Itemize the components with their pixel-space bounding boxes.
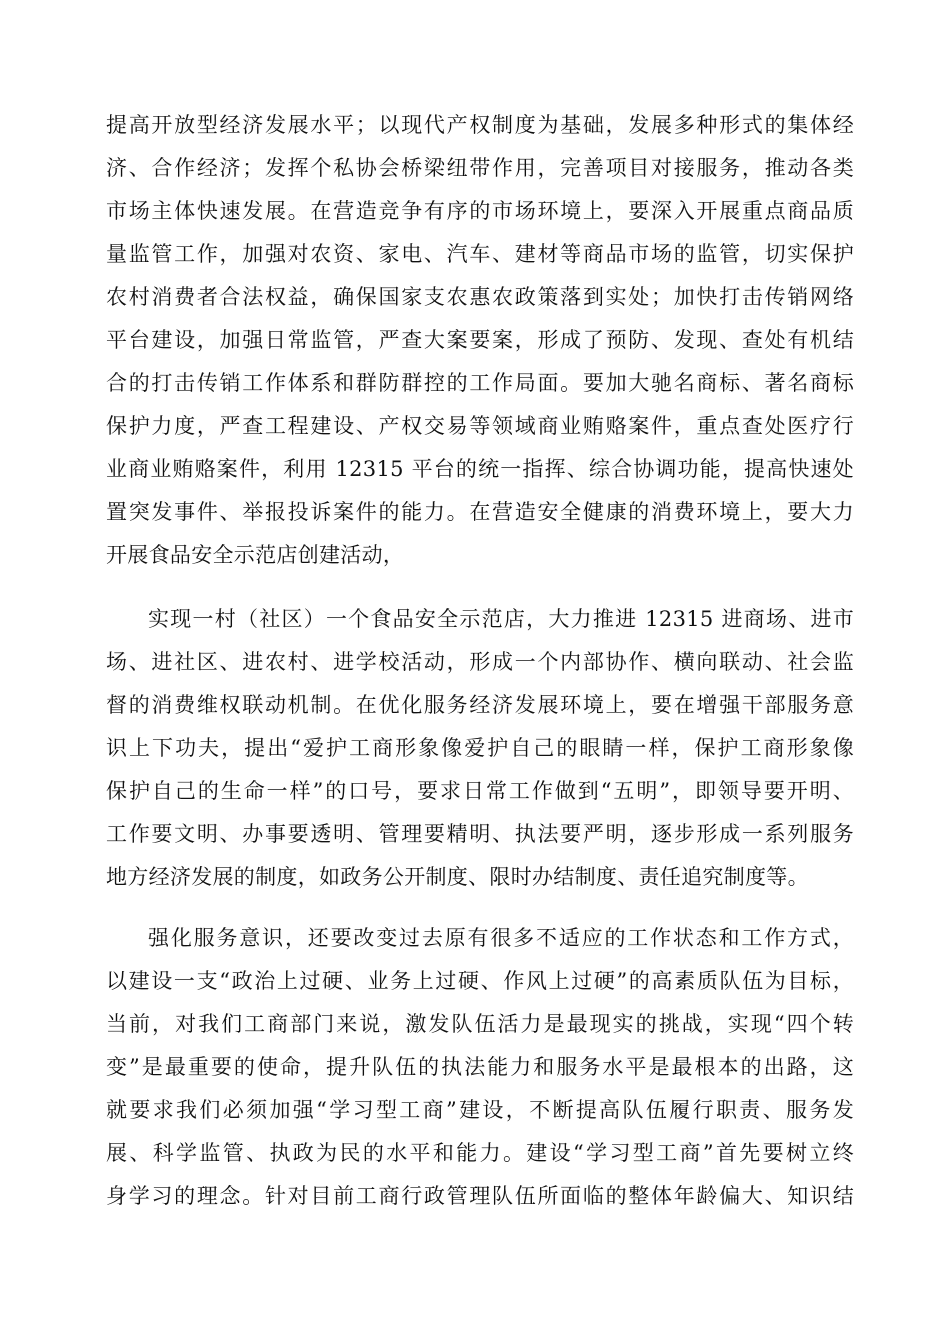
text-line: 督的消费维权联动机制。在优化服务经济发展环境上，要在增强干部服务意 — [106, 693, 854, 717]
paragraph-1 — [106, 104, 854, 577]
text-line: 当前，对我们工商部门来说，激发队伍活力是最现实的挑战，实现“四个转 — [106, 1012, 854, 1036]
text-line: 实现一村（社区）一个食品安全示范店，大力推进 12315 进商场、进市 — [148, 607, 854, 631]
text-line: 展、科学监管、执政为民的水平和能力。建设“学习型工商”首先要树立终 — [106, 1141, 854, 1165]
text-line: 变”是最重要的使命，提升队伍的执法能力和服务水平是最根本的出路，这 — [106, 1055, 854, 1079]
paragraph-2 — [106, 598, 854, 899]
text-line: 地方经济发展的制度，如政务公开制度、限时办结制度、责任追究制度等。 — [106, 865, 809, 889]
text-line: 业商业贿赂案件，利用 12315 平台的统一指挥、综合协调功能，提高快速处 — [106, 457, 854, 481]
text-line: 平台建设，加强日常监管，严查大案要案，形成了预防、发现、查处有机结 — [106, 328, 854, 352]
text-line: 济、合作经济；发挥个私协会桥梁纽带作用，完善项目对接服务，推动各类 — [106, 156, 854, 180]
text-line: 开展食品安全示范店创建活动， — [106, 543, 405, 567]
text-line: 置突发事件、举报投诉案件的能力。在营造安全健康的消费环境上，要大力 — [106, 500, 854, 524]
text-line: 强化服务意识，还要改变过去原有很多不适应的工作状态和工作方式， — [148, 926, 854, 950]
text-line: 农村消费者合法权益，确保国家支农惠农政策落到实处；加快打击传销网络 — [106, 285, 854, 309]
text-line: 保护力度，严查工程建设、产权交易等领域商业贿赂案件，重点查处医疗行 — [106, 414, 854, 438]
paragraph-3 — [106, 917, 854, 1218]
text-line: 保护自己的生命一样”的口号，要求日常工作做到“五明”，即领导要开明、 — [106, 779, 854, 803]
text-line: 场、进社区、进农村、进学校活动，形成一个内部协作、横向联动、社会监 — [106, 650, 854, 674]
text-line: 市场主体快速发展。在营造竞争有序的市场环境上，要深入开展重点商品质 — [106, 199, 854, 223]
text-line: 量监管工作，加强对农资、家电、汽车、建材等商品市场的监管，切实保护 — [106, 242, 854, 266]
text-line: 合的打击传销工作体系和群防群控的工作局面。要加大驰名商标、著名商标 — [106, 371, 854, 395]
text-line: 提高开放型经济发展水平；以现代产权制度为基础，发展多种形式的集体经 — [106, 113, 854, 137]
text-line: 识上下功夫，提出“爱护工商形象像爱护自己的眼睛一样，保护工商形象像 — [106, 736, 854, 760]
text-line: 以建设一支“政治上过硬、业务上过硬、作风上过硬”的高素质队伍为目标， — [106, 969, 854, 993]
text-line: 就要求我们必须加强“学习型工商”建设，不断提高队伍履行职责、服务发 — [106, 1098, 854, 1122]
text-line: 工作要文明、办事要透明、管理要精明、执法要严明，逐步形成一系列服务 — [106, 822, 854, 846]
text-line: 身学习的理念。针对目前工商行政管理队伍所面临的整体年龄偏大、知识结 — [106, 1184, 854, 1208]
